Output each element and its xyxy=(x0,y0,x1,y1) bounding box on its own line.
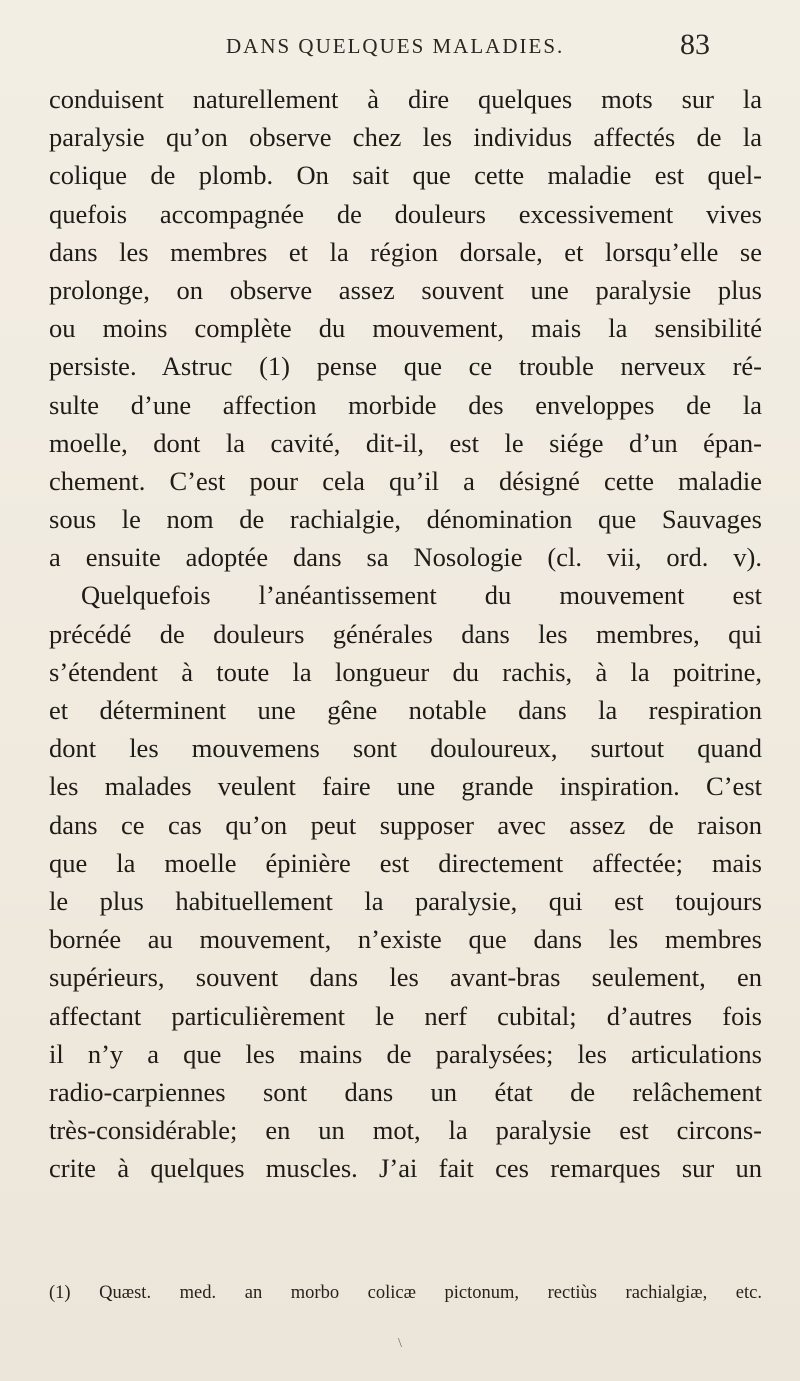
text-line: paralysie qu’on observe chez les individus affectés de la xyxy=(49,122,762,153)
text-line: il n’y a que les mains de paralysées; les articulations xyxy=(49,1038,762,1069)
footer-mark: \ xyxy=(398,1336,402,1351)
footnote: (1) Quæst. med. an morbo colicæ pictonum, rectiùs rachialgiæ, etc. xyxy=(49,1283,762,1303)
text-line: prolonge, on observe assez souvent une paralysie plus xyxy=(49,274,762,305)
text-line: ou moins complète du mouvement, mais la sensibilité xyxy=(49,313,762,344)
text-line: et déterminent une gêne notable dans la respiration xyxy=(49,695,762,725)
text-line: Quelquefois l’anéantissement du mouvement est xyxy=(81,580,762,611)
text-line: que la moelle épinière est directement affectée; mais xyxy=(49,847,762,878)
text-line: supérieurs, souvent dans les avant-bras seulement, en xyxy=(49,962,762,993)
text-line: dont les mouvemens sont douloureux, surtout quand xyxy=(49,733,762,764)
text-line: radio-carpiennes sont dans un état de relâchement xyxy=(49,1076,762,1107)
body-text xyxy=(49,80,762,1187)
text-line: persiste. Astruc (1) pense que ce trouble nerveux ré- xyxy=(49,351,762,382)
text-line: crite à quelques muscles. J’ai fait ces remarques sur un xyxy=(49,1153,762,1184)
text-line: colique de plomb. On sait que cette maladie est quel- xyxy=(49,160,762,191)
text-line: conduisent naturellement à dire quelques mots sur la xyxy=(49,84,762,114)
text-line: sous le nom de rachialgie, dénomination que Sauvages xyxy=(49,504,762,535)
text-line: le plus habituellement la paralysie, qui est toujours xyxy=(49,885,762,916)
text-line: s’étendent à toute la longueur du rachis, à la poitrine, xyxy=(49,656,762,687)
page-number: 83 xyxy=(680,28,710,61)
text-line: très-considérable; en un mot, la paralysie est circons- xyxy=(49,1115,762,1146)
running-title: DANS QUELQUES MALADIES. xyxy=(226,34,565,58)
text-line: a ensuite adoptée dans sa Nosologie (cl. vii, ord. v). xyxy=(49,542,762,573)
text-line: les malades veulent faire une grande inspiration. C’est xyxy=(49,771,762,802)
text-line: dans ce cas qu’on peut supposer avec assez de raison xyxy=(49,809,762,840)
text-line: précédé de douleurs générales dans les membres, qui xyxy=(49,618,762,649)
text-line: quefois accompagnée de douleurs excessivement vives xyxy=(49,198,762,229)
text-line: bornée au mouvement, n’existe que dans les membres xyxy=(49,924,762,955)
text-line: dans les membres et la région dorsale, et lorsqu’elle se xyxy=(49,236,762,267)
running-head xyxy=(0,28,800,68)
text-line: moelle, dont la cavité, dit-il, est le siége d’un épan- xyxy=(49,427,762,458)
text-line: affectant particulièrement le nerf cubital; d’autres fois xyxy=(49,1000,762,1031)
text-line: sulte d’une affection morbide des enveloppes de la xyxy=(49,389,762,420)
text-line: chement. C’est pour cela qu’il a désigné cette maladie xyxy=(49,465,762,496)
